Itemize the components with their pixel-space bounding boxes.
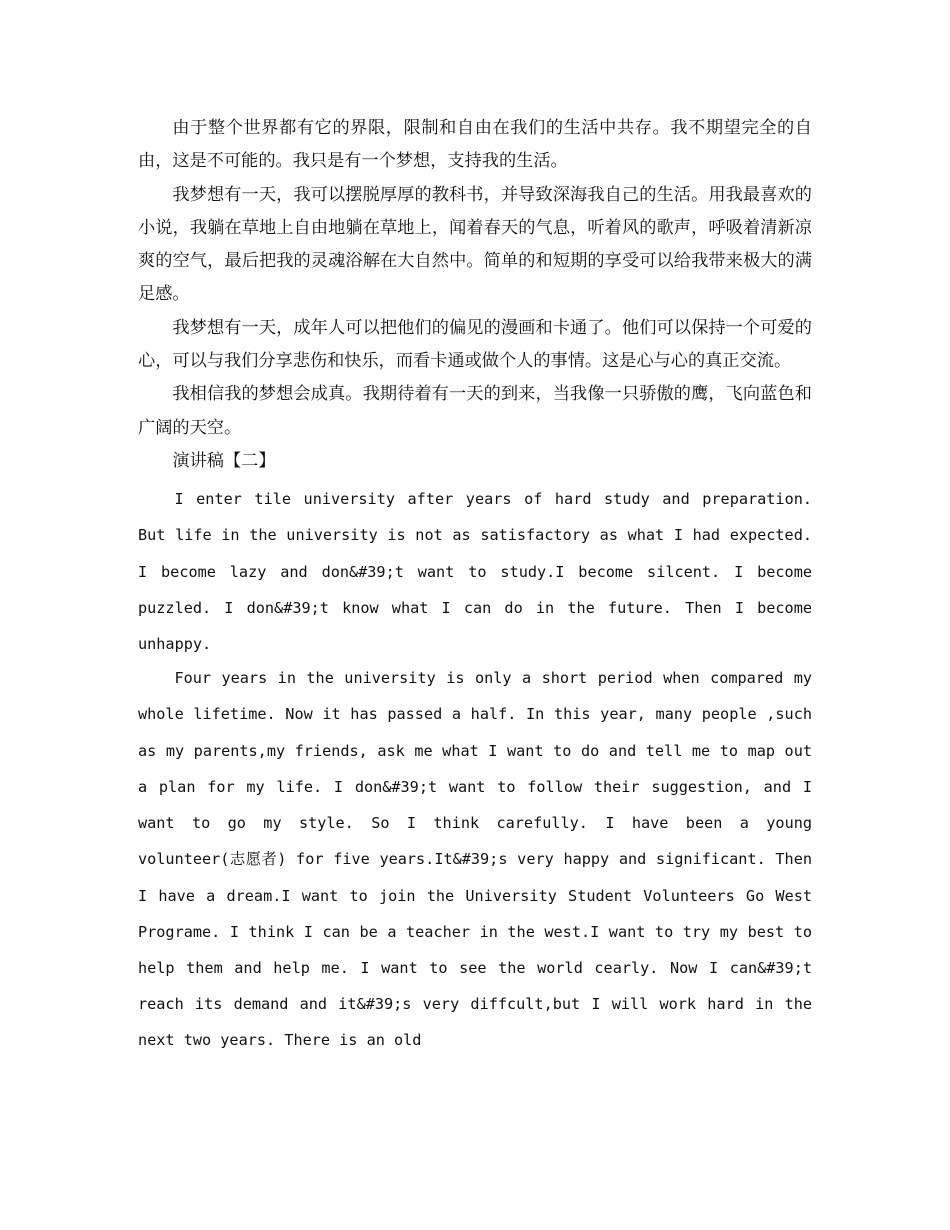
section-heading: 演讲稿【二】 [172, 450, 276, 471]
paragraph-cn-2: 我梦想有一天，我可以摆脱厚厚的教科书，并导致深海我自己的生活。用我最喜欢的小说，我躺在草地上自由地躺在草地上，闻着春天的气息，听着风的歌声，呼吸着清新凉爽的空气，最后把我的灵魂浴解在大自然中。简单的和短期的享受可以给我带来极大的满足感。 [138, 184, 812, 305]
paragraph-cn-1: 由于整个世界都有它的界限，限制和自由在我们的生活中共存。我不期望完全的自由，这是不可能的。我只是有一个梦想，支持我的生活。 [138, 118, 812, 172]
paragraph-en-2: Four years in the university is only a short period when compared my whole lifetime. Now it has passed a half. In this year, many people ,such as my parents,my friends, ask me what I want to do and tell me to map out a plan for my life. I don&#39;t want to follow their suggestion, and I want to go my style. So I think carefully. I have been a young volunteer(志愿者) for five years.It&#39;s very happy and significant. Then I have a dream.I want to join the University Student Volunteers Go West Programe. I think I can be a teacher in the west.I want to try my best to help them and help me. I want to see the world cearly. Now I can&#39;t reach its demand and it&#39;s very diffcult,but I will work hard in the next two years. There is an old [138, 669, 812, 1050]
document-page [138, 112, 812, 1059]
paragraph-cn-3: 我梦想有一天，成年人可以把他们的偏见的漫画和卡通了。他们可以保持一个可爱的心，可以与我们分享悲伤和快乐，而看卡通或做个人的事情。这是心与心的真正交流。 [138, 317, 812, 372]
paragraph-cn-4: 我相信我的梦想会成真。我期待着有一天的到来，当我像一只骄傲的鹰，飞向蓝色和广阔的天空。 [138, 384, 812, 438]
paragraph-en-1: I enter tile university after years of hard study and preparation. But life in the university is not as satisfactory as what I had expected. I become lazy and don&#39;t want to study.I become silcent. I become puzzled. I don&#39;t know what I can do in the future. Then I become unhappy. [138, 490, 812, 654]
